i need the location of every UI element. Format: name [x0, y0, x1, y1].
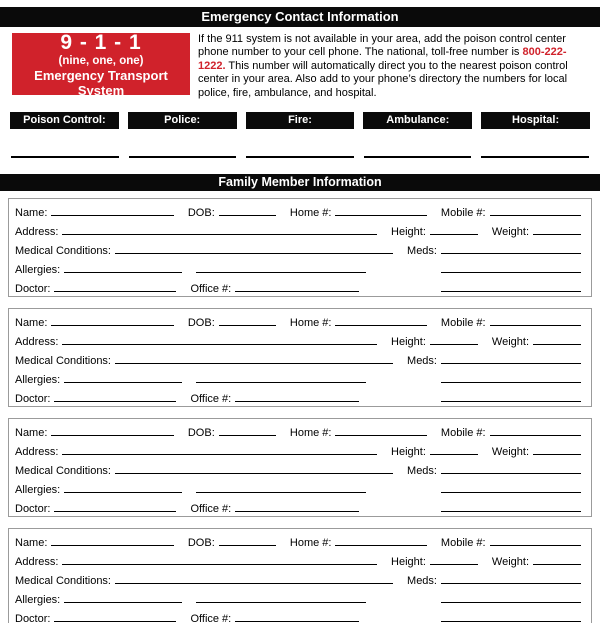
- member-row-5: [15, 610, 581, 623]
- office-phone-blank[interactable]: [235, 280, 359, 292]
- emergency-911-box: [12, 30, 190, 98]
- allergies-blank[interactable]: [64, 371, 182, 383]
- police-number-blank[interactable]: [129, 156, 237, 158]
- family-member-card: [8, 528, 592, 623]
- contact-label-hospital: Hospital:: [481, 112, 590, 129]
- name-label: Name:: [15, 317, 48, 330]
- meds-blank[interactable]: [441, 352, 581, 364]
- dob-blank[interactable]: [219, 424, 276, 436]
- instructions-text-before: If the 911 system is not available in your area, add the poison control center phone number to your cell phone. The national, toll-free number is: [198, 33, 566, 59]
- member-row-5: [15, 280, 581, 299]
- home-phone-label: Home #:: [289, 537, 332, 550]
- member-row-4: [15, 371, 581, 390]
- family-member-card: [8, 198, 592, 297]
- doctor-label: Doctor:: [15, 503, 51, 516]
- meds-label: Meds:: [407, 465, 437, 478]
- medical-conditions-label: Medical Conditions:: [15, 355, 111, 368]
- meds-label: Meds:: [407, 245, 437, 258]
- family-member-card: [8, 308, 592, 407]
- weight-blank[interactable]: [533, 223, 581, 235]
- meds-blank[interactable]: [441, 572, 581, 584]
- name-label: Name:: [15, 207, 48, 220]
- poison-control-phone-number: 800-222-1222.: [198, 46, 567, 72]
- medical-conditions-blank[interactable]: [115, 572, 393, 584]
- address-label: Address:: [15, 336, 59, 349]
- meds-extra-blank-1[interactable]: [441, 481, 581, 493]
- dob-label: DOB:: [187, 317, 215, 330]
- office-phone-blank[interactable]: [235, 610, 359, 622]
- home-phone-blank[interactable]: [335, 424, 426, 436]
- emergency-number: 9 - 1 - 1: [60, 30, 142, 54]
- weight-label: Weight:: [491, 336, 529, 349]
- mobile-phone-label: Mobile #:: [440, 207, 486, 220]
- hospital-number-blank[interactable]: [481, 156, 589, 158]
- name-label: Name:: [15, 427, 48, 440]
- member-row-1: [15, 314, 581, 333]
- address-blank[interactable]: [62, 443, 377, 455]
- doctor-label: Doctor:: [15, 613, 51, 623]
- dob-label: DOB:: [187, 537, 215, 550]
- member-row-5: [15, 500, 581, 519]
- office-phone-label: Office #:: [190, 503, 232, 516]
- meds-extra-blank-1[interactable]: [441, 591, 581, 603]
- family-member-header: [0, 174, 600, 191]
- ambulance-number-blank[interactable]: [364, 156, 472, 158]
- medical-conditions-label: Medical Conditions:: [15, 465, 111, 478]
- member-row-1: [15, 204, 581, 223]
- meds-extra-blank-2[interactable]: [441, 500, 581, 512]
- allergies-blank[interactable]: [64, 591, 182, 603]
- doctor-blank[interactable]: [54, 390, 176, 402]
- member-row-2: [15, 223, 581, 242]
- home-phone-label: Home #:: [289, 207, 332, 220]
- emergency-contact-blanks-row: [0, 156, 600, 158]
- address-blank[interactable]: [62, 333, 377, 345]
- allergies-label: Allergies:: [15, 264, 61, 277]
- address-label: Address:: [15, 446, 59, 459]
- doctor-label: Doctor:: [15, 393, 51, 406]
- weight-label: Weight:: [491, 446, 529, 459]
- office-phone-blank[interactable]: [235, 500, 359, 512]
- allergies-label: Allergies:: [15, 484, 61, 497]
- doctor-blank[interactable]: [54, 500, 176, 512]
- name-blank[interactable]: [51, 534, 173, 546]
- allergies-label: Allergies:: [15, 374, 61, 387]
- dob-blank[interactable]: [219, 314, 276, 326]
- address-label: Address:: [15, 226, 59, 239]
- doctor-blank[interactable]: [54, 610, 176, 622]
- allergies-extra-blank[interactable]: [196, 591, 366, 603]
- weight-blank[interactable]: [533, 333, 581, 345]
- family-member-card: [8, 418, 592, 517]
- instructions-text-after: This number will automatically direct you to the nearest poison control center in your area. Also add to your phone’s directory the numbers for local police, fire, ambulance, and hospital.: [198, 59, 568, 99]
- allergies-extra-blank[interactable]: [196, 371, 366, 383]
- allergies-blank[interactable]: [64, 261, 182, 273]
- member-row-4: [15, 591, 581, 610]
- mobile-phone-blank[interactable]: [490, 534, 581, 546]
- member-row-2: [15, 443, 581, 462]
- member-row-1: [15, 534, 581, 553]
- meds-blank[interactable]: [441, 242, 581, 254]
- meds-extra-blank-1[interactable]: [441, 371, 581, 383]
- meds-extra-blank-2[interactable]: [441, 280, 581, 292]
- weight-label: Weight:: [491, 226, 529, 239]
- allergies-extra-blank[interactable]: [196, 261, 366, 273]
- mobile-phone-blank[interactable]: [490, 204, 581, 216]
- dob-blank[interactable]: [219, 204, 276, 216]
- height-label: Height:: [391, 226, 426, 239]
- address-blank[interactable]: [62, 553, 377, 565]
- home-phone-blank[interactable]: [335, 204, 426, 216]
- mobile-phone-label: Mobile #:: [440, 537, 486, 550]
- poison-control-instructions: [198, 33, 590, 100]
- member-row-2: [15, 333, 581, 352]
- allergies-blank[interactable]: [64, 481, 182, 493]
- office-phone-label: Office #:: [190, 393, 232, 406]
- height-blank[interactable]: [430, 553, 478, 565]
- office-phone-blank[interactable]: [235, 390, 359, 402]
- member-row-3: [15, 572, 581, 591]
- height-label: Height:: [391, 556, 426, 569]
- emergency-contact-header: [0, 7, 600, 27]
- height-blank[interactable]: [430, 223, 478, 235]
- poison-control-number-blank[interactable]: [11, 156, 119, 158]
- name-blank[interactable]: [51, 314, 173, 326]
- emergency-contact-title: Emergency Contact Information: [201, 9, 399, 24]
- dob-label: DOB:: [187, 427, 215, 440]
- family-member-title: Family Member Information: [218, 175, 382, 190]
- weight-blank[interactable]: [533, 553, 581, 565]
- height-blank[interactable]: [430, 443, 478, 455]
- height-blank[interactable]: [430, 333, 478, 345]
- mobile-phone-blank[interactable]: [490, 424, 581, 436]
- member-row-3: [15, 352, 581, 371]
- contact-label-police: Police:: [128, 112, 237, 129]
- meds-extra-blank-2[interactable]: [441, 390, 581, 402]
- name-blank[interactable]: [51, 424, 173, 436]
- home-phone-label: Home #:: [289, 317, 332, 330]
- member-row-3: [15, 242, 581, 261]
- medical-conditions-label: Medical Conditions:: [15, 575, 111, 588]
- name-label: Name:: [15, 537, 48, 550]
- meds-extra-blank-1[interactable]: [441, 261, 581, 273]
- address-blank[interactable]: [62, 223, 377, 235]
- address-label: Address:: [15, 556, 59, 569]
- medical-conditions-label: Medical Conditions:: [15, 245, 111, 258]
- mobile-phone-blank[interactable]: [490, 314, 581, 326]
- meds-blank[interactable]: [441, 462, 581, 474]
- contact-label-ambulance: Ambulance:: [363, 112, 472, 129]
- medical-conditions-blank[interactable]: [115, 352, 393, 364]
- meds-extra-blank-2[interactable]: [441, 610, 581, 622]
- office-phone-label: Office #:: [190, 613, 232, 623]
- height-label: Height:: [391, 336, 426, 349]
- home-phone-blank[interactable]: [335, 314, 426, 326]
- medical-conditions-blank[interactable]: [115, 242, 393, 254]
- doctor-label: Doctor:: [15, 283, 51, 296]
- contact-label-poison-control: Poison Control:: [10, 112, 119, 129]
- allergies-label: Allergies:: [15, 594, 61, 607]
- height-label: Height:: [391, 446, 426, 459]
- emergency-contact-labels-row: [0, 112, 600, 129]
- emergency-number-words: (nine, one, one): [58, 54, 144, 67]
- weight-label: Weight:: [491, 556, 529, 569]
- member-row-4: [15, 261, 581, 280]
- member-row-2: [15, 553, 581, 572]
- member-row-4: [15, 481, 581, 500]
- name-blank[interactable]: [51, 204, 173, 216]
- home-phone-label: Home #:: [289, 427, 332, 440]
- member-row-3: [15, 462, 581, 481]
- meds-label: Meds:: [407, 575, 437, 588]
- meds-label: Meds:: [407, 355, 437, 368]
- dob-label: DOB:: [187, 207, 215, 220]
- emergency-transport-label: Emergency Transport System: [34, 67, 168, 98]
- doctor-blank[interactable]: [54, 280, 176, 292]
- member-row-5: [15, 390, 581, 409]
- fire-number-blank[interactable]: [246, 156, 354, 158]
- office-phone-label: Office #:: [190, 283, 232, 296]
- medical-conditions-blank[interactable]: [115, 462, 393, 474]
- intro-section: [0, 30, 600, 100]
- allergies-extra-blank[interactable]: [196, 481, 366, 493]
- contact-label-fire: Fire:: [246, 112, 355, 129]
- dob-blank[interactable]: [219, 534, 276, 546]
- member-row-1: [15, 424, 581, 443]
- family-member-list: [0, 198, 600, 623]
- mobile-phone-label: Mobile #:: [440, 427, 486, 440]
- home-phone-blank[interactable]: [335, 534, 426, 546]
- mobile-phone-label: Mobile #:: [440, 317, 486, 330]
- weight-blank[interactable]: [533, 443, 581, 455]
